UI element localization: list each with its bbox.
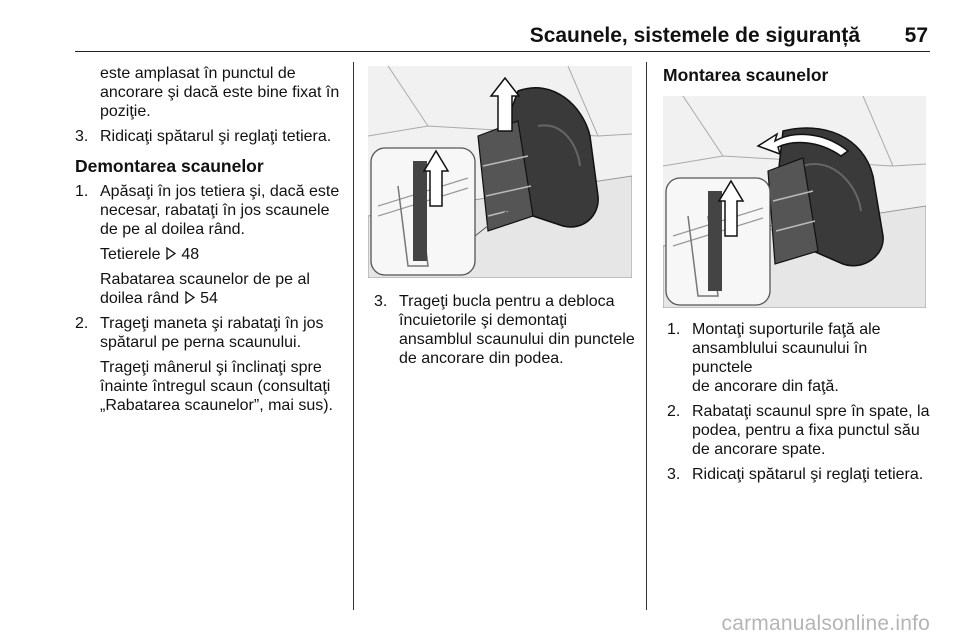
seat-removal-illustration — [368, 66, 632, 278]
reference-page: 54 — [200, 290, 218, 307]
column-3-heading-wrap — [663, 66, 928, 85]
step-text-line: de ancorare spate. — [692, 441, 826, 458]
section-heading-removal: Demontarea scaunelor — [75, 156, 264, 176]
step-text-line: încuietorile şi demontaţi — [399, 312, 568, 329]
step-3-raise-backrest — [667, 465, 932, 484]
step-text: Ridicaţi spătarul şi reglaţi tetiera. — [100, 128, 332, 145]
header-rule — [75, 51, 930, 52]
page-reference[interactable] — [100, 245, 347, 264]
reference-label: doilea rând — [100, 290, 180, 307]
continued-text-line: poziţie. — [100, 103, 151, 120]
step-number: 3. — [75, 128, 89, 145]
step-text: Ridicaţi spătarul şi reglaţi tetiera. — [692, 466, 924, 483]
step-text-line: de ancorare din podea. — [399, 350, 564, 367]
column-3 — [667, 320, 932, 484]
step-text-line: podea, pentru a fixa punctul său — [692, 422, 920, 439]
section-heading-installation: Montarea scaunelor — [663, 65, 829, 85]
page-number: 57 — [904, 24, 928, 47]
step-text-line: de ancorare din faţă. — [692, 378, 839, 395]
step-1-mount-supports — [667, 320, 932, 396]
step-2-fold-backrest — [75, 314, 347, 415]
page-reference-arrow-icon — [184, 290, 196, 307]
column-1 — [75, 64, 347, 415]
step-text-line: necesar, rabataţi în jos scaunele — [100, 202, 330, 219]
step-1-press-headrest — [75, 182, 347, 308]
step-text-line: Trageţi mânerul şi înclinaţi spre — [100, 359, 322, 376]
step-text-line: Rabataţi scaunul spre în spate, la — [692, 403, 930, 420]
step-text-line: Rabatarea scaunelor de pe al — [100, 271, 310, 288]
step-3-pull-loop — [374, 292, 636, 368]
step-2-fold-seat-back — [667, 402, 932, 459]
step-text-line: Trageţi maneta şi rabataţi în jos — [100, 315, 324, 332]
step-text-line: Apăsaţi în jos tetiera şi, dacă este — [100, 183, 340, 200]
step-number: 1. — [667, 321, 681, 338]
step-text-line: ansamblul scaunului din punctele — [399, 331, 635, 348]
step-number: 3. — [667, 466, 681, 483]
step-text-line: Trageţi bucla pentru a debloca — [399, 293, 615, 310]
step-text-line: ansamblului scaunului în punctele — [692, 340, 868, 376]
column-divider-right — [646, 62, 647, 610]
step-number: 1. — [75, 183, 89, 200]
page-reference-arrow-icon — [165, 246, 177, 263]
step-number: 2. — [75, 315, 89, 332]
page-reference[interactable] — [100, 289, 347, 308]
seat-installation-illustration — [663, 96, 926, 308]
step-text-line: de pe al doilea rând. — [100, 221, 245, 238]
step-text-line: înainte întregul scaun (consultaţi — [100, 378, 331, 395]
column-2 — [374, 292, 636, 368]
step-text-line: spătarul pe perna scaunului. — [100, 334, 302, 351]
step-number: 3. — [374, 293, 388, 310]
step-text-line: Montaţi suporturile faţă ale — [692, 321, 881, 338]
step-text-line: „Rabatarea scaunelor”, mai sus). — [100, 397, 333, 414]
continued-text-line: ancorare şi dacă este bine fixat în — [100, 84, 340, 101]
reference-label: Tetierele — [100, 246, 161, 263]
step-3-raise-backrest — [75, 127, 347, 146]
reference-page: 48 — [181, 246, 200, 263]
page-title: Scaunele, sistemele de siguranță — [529, 24, 860, 47]
watermark: carmanualsonline.info — [721, 612, 930, 635]
step-number: 2. — [667, 403, 681, 420]
continued-text-line: este amplasat în punctul de — [100, 65, 296, 82]
column-divider-left — [353, 62, 354, 610]
